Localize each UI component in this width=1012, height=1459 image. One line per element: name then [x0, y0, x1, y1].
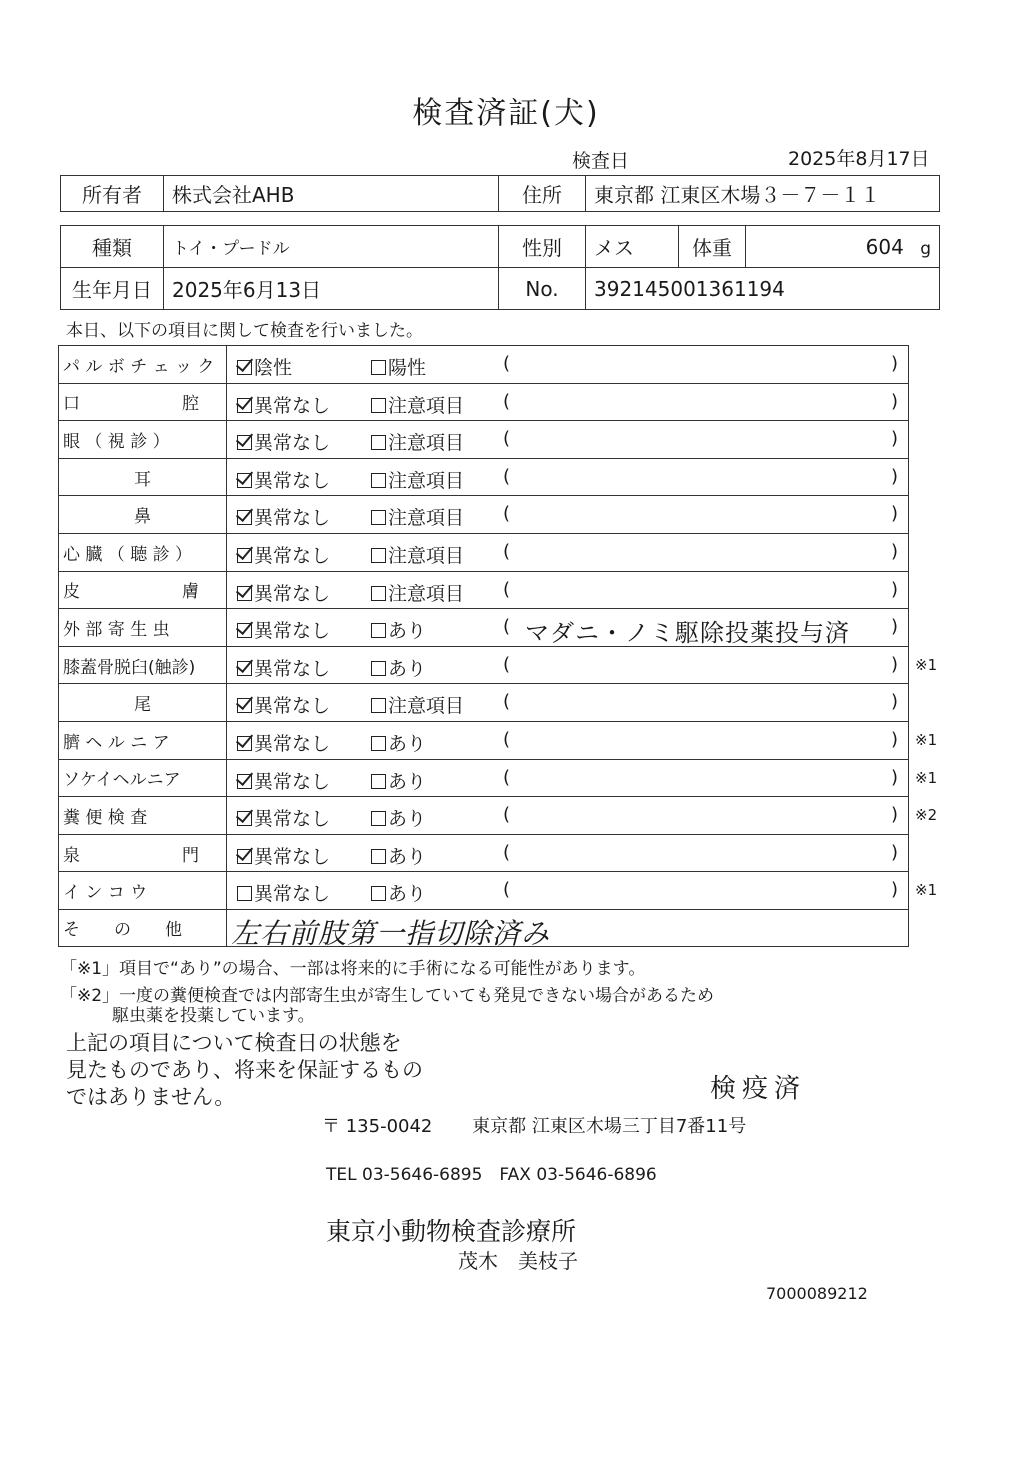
- option-abnormal[interactable]: [371, 767, 426, 794]
- footnote-mark: ※1: [915, 768, 938, 787]
- paren-open: (: [503, 616, 511, 638]
- option-abnormal-label: あり: [388, 883, 427, 906]
- item-label: 皮 膚: [59, 572, 227, 609]
- option-normal-label: 異常なし: [254, 770, 331, 793]
- checklist-row: [58, 646, 938, 684]
- option-abnormal[interactable]: [371, 691, 464, 718]
- footnote-mark: ※2: [915, 806, 938, 825]
- checkbox-icon[interactable]: [237, 811, 252, 826]
- option-normal-label: 異常なし: [254, 394, 331, 417]
- clinic-address: 東京都 江東区木場三丁目7番11号: [472, 1116, 747, 1137]
- address-label: 住所: [499, 176, 586, 212]
- paren-close: ): [891, 653, 899, 675]
- weight-value: 604: [865, 234, 904, 259]
- item-label: 尾: [59, 684, 227, 721]
- option-normal-label: 異常なし: [254, 883, 331, 906]
- checkbox-icon[interactable]: [237, 886, 252, 901]
- footnote-2-cont: 駆虫薬を投薬しています。: [112, 1006, 315, 1026]
- disclaimer-line-3: ではありません。: [66, 1085, 236, 1109]
- clinic-address-line: [322, 1112, 746, 1138]
- checkbox-icon[interactable]: [237, 698, 252, 713]
- paren-open: (: [503, 691, 511, 713]
- paren-close: ): [891, 804, 899, 826]
- option-abnormal[interactable]: [371, 804, 426, 831]
- checkbox-icon[interactable]: [237, 623, 252, 638]
- paren-close: ): [891, 578, 899, 600]
- option-normal-label: 異常なし: [254, 808, 331, 831]
- checkbox-icon[interactable]: [237, 548, 252, 563]
- paren-open: (: [503, 653, 511, 675]
- option-abnormal[interactable]: [371, 654, 426, 681]
- paren-open: (: [503, 540, 511, 562]
- option-normal-label: 異常なし: [254, 432, 331, 455]
- option-normal[interactable]: [237, 391, 330, 418]
- paren-open: (: [503, 390, 511, 412]
- item-label: 眼 （ 視 診 ）: [59, 421, 227, 458]
- option-abnormal[interactable]: [371, 541, 464, 568]
- handwritten-note: 左右前肢第一指切除済み: [231, 916, 551, 950]
- option-abnormal-label: 注意項目: [388, 544, 465, 567]
- checklist-row: [58, 458, 909, 496]
- no-label: No.: [499, 268, 586, 310]
- option-abnormal-label: 注意項目: [388, 469, 465, 492]
- sex-label: 性別: [499, 226, 586, 268]
- item-label: 外 部 寄 生 虫: [59, 609, 227, 646]
- footnote-1: 「※1」項目で“あり”の場合、一部は将来的に手術になる可能性があります。: [60, 959, 646, 979]
- exam-date: 2025年8月17日: [788, 148, 930, 170]
- item-label: 泉 門: [59, 835, 227, 872]
- checklist-row: [58, 834, 909, 872]
- owner-value: 株式会社AHB: [164, 176, 499, 212]
- item-label: イ ン コ ウ: [59, 872, 227, 909]
- checkbox-icon[interactable]: [371, 473, 386, 488]
- checkbox-icon[interactable]: [371, 886, 386, 901]
- checkbox-icon[interactable]: [371, 661, 386, 676]
- option-normal[interactable]: [237, 579, 330, 606]
- footnote-mark: ※1: [915, 655, 938, 674]
- checkbox-icon[interactable]: [371, 586, 386, 601]
- birth-value: 2025年6月13日: [164, 268, 499, 310]
- paren-open: (: [503, 353, 511, 374]
- option-abnormal-label: あり: [388, 732, 427, 755]
- paren-close: ): [891, 540, 899, 562]
- option-abnormal[interactable]: [371, 579, 464, 606]
- paren-open: (: [503, 804, 511, 826]
- option-abnormal-label: あり: [388, 845, 427, 868]
- weight-unit: g: [920, 238, 931, 259]
- option-normal[interactable]: [237, 616, 330, 643]
- disclaimer: [66, 1030, 423, 1111]
- checklist-row: [58, 495, 909, 533]
- item-label: ソケイヘルニア: [59, 760, 227, 797]
- checkbox-icon[interactable]: [237, 435, 252, 450]
- footnote-mark: ※1: [915, 881, 938, 900]
- option-normal[interactable]: [237, 353, 292, 380]
- paren-close: ): [891, 353, 899, 374]
- paren-open: (: [503, 841, 511, 863]
- paren-close: ): [891, 428, 899, 450]
- option-normal-label: 異常なし: [254, 695, 331, 718]
- option-normal-label: 異常なし: [254, 544, 331, 567]
- breed-value: トイ・プードル: [164, 226, 499, 268]
- checklist-row: [58, 571, 909, 609]
- option-abnormal[interactable]: [371, 391, 464, 418]
- paren-open: (: [503, 428, 511, 450]
- option-abnormal-label: 注意項目: [388, 582, 465, 605]
- address-value: 東京都 江東区木場３－７－１１: [586, 176, 940, 212]
- option-normal[interactable]: [237, 466, 330, 493]
- checkbox-icon[interactable]: [237, 473, 252, 488]
- sex-value: メス: [586, 226, 679, 268]
- checkbox-icon[interactable]: [371, 774, 386, 789]
- checkbox-icon[interactable]: [371, 849, 386, 864]
- option-normal-label: 異常なし: [254, 507, 331, 530]
- option-normal[interactable]: [237, 729, 330, 756]
- option-abnormal-label: 注意項目: [388, 432, 465, 455]
- checkbox-icon[interactable]: [371, 736, 386, 751]
- checklist-row: [58, 420, 909, 458]
- checkbox-icon[interactable]: [371, 548, 386, 563]
- checkbox-icon[interactable]: [237, 586, 252, 601]
- option-normal-label: 異常なし: [254, 469, 331, 492]
- option-abnormal[interactable]: [371, 353, 426, 380]
- option-abnormal-label: あり: [388, 657, 427, 680]
- paren-close: ): [891, 879, 899, 901]
- footnote-2: 「※2」一度の糞便検査では内部寄生虫が寄生していても発見できない場合があるため: [60, 986, 715, 1006]
- checklist-row-other: [58, 909, 909, 950]
- item-label: パ ル ボ チ ェ ッ ク: [59, 346, 227, 383]
- birth-label: 生年月日: [61, 268, 164, 310]
- paren-open: (: [503, 879, 511, 901]
- option-normal-label: 異常なし: [254, 620, 331, 643]
- no-value: 392145001361194: [586, 268, 940, 310]
- checklist-row: [58, 608, 909, 646]
- checklist-row: [58, 683, 909, 721]
- checkbox-icon[interactable]: [237, 774, 252, 789]
- checklist: [58, 345, 938, 950]
- paren-close: ): [891, 390, 899, 412]
- checklist-row: [58, 345, 909, 383]
- weight-label: 体重: [679, 226, 746, 268]
- document-title: 検査済証(犬): [412, 96, 600, 131]
- doctor-name: 茂木 美枝子: [458, 1249, 578, 1273]
- option-normal[interactable]: [237, 804, 330, 831]
- option-normal-label: 異常なし: [254, 582, 331, 605]
- exam-date-label: 検査日: [572, 150, 630, 172]
- checkbox-icon[interactable]: [371, 698, 386, 713]
- paren-open: (: [503, 503, 511, 525]
- clinic-name: 東京小動物検査診療所: [326, 1217, 577, 1246]
- checkbox-icon[interactable]: [371, 623, 386, 638]
- checklist-row: [58, 759, 938, 797]
- option-abnormal[interactable]: [371, 729, 426, 756]
- checkbox-icon[interactable]: [237, 510, 252, 525]
- paren-close: ): [891, 616, 899, 638]
- option-normal-label: 陰性: [254, 357, 293, 379]
- option-normal-label: 異常なし: [254, 732, 331, 755]
- option-normal[interactable]: [237, 654, 330, 681]
- paren-close: ): [891, 728, 899, 750]
- owner-label: 所有者: [61, 176, 164, 212]
- item-label: 膝蓋骨脱臼(触診): [59, 647, 227, 684]
- intro-text: 本日、以下の項目に関して検査を行いました。: [66, 321, 423, 341]
- checklist-row: [58, 796, 938, 834]
- option-abnormal[interactable]: [371, 842, 426, 869]
- item-label: 鼻: [59, 496, 227, 533]
- option-normal[interactable]: [237, 767, 330, 794]
- option-normal[interactable]: [237, 879, 330, 906]
- disclaimer-line-1: 上記の項目について検査日の状態を: [66, 1031, 402, 1055]
- option-abnormal-label: 陽性: [388, 357, 427, 379]
- option-abnormal[interactable]: [371, 503, 464, 530]
- checkbox-icon[interactable]: [371, 360, 386, 375]
- option-abnormal[interactable]: [371, 879, 426, 906]
- checkbox-icon[interactable]: [237, 849, 252, 864]
- postal-code: 〒 135-0042: [322, 1116, 433, 1137]
- option-normal[interactable]: [237, 503, 330, 530]
- option-abnormal-label: 注意項目: [388, 394, 465, 417]
- checkbox-icon[interactable]: [371, 510, 386, 525]
- owner-table: [60, 175, 940, 212]
- checklist-row: [58, 533, 909, 571]
- checkbox-icon[interactable]: [371, 398, 386, 413]
- item-label: そ の 他: [59, 910, 227, 946]
- option-abnormal-label: 注意項目: [388, 507, 465, 530]
- item-label: 臍 ヘ ル ニ ア: [59, 722, 227, 759]
- option-normal[interactable]: [237, 691, 330, 718]
- paren-open: (: [503, 766, 511, 788]
- checkbox-icon[interactable]: [237, 398, 252, 413]
- option-normal[interactable]: [237, 842, 330, 869]
- option-abnormal-label: あり: [388, 620, 427, 643]
- option-abnormal[interactable]: [371, 616, 426, 643]
- checkbox-icon[interactable]: [371, 435, 386, 450]
- footnote-mark: ※1: [915, 730, 938, 749]
- disclaimer-line-2: 見たものであり、将来を保証するもの: [66, 1058, 423, 1082]
- paren-open: (: [503, 578, 511, 600]
- option-abnormal-label: あり: [388, 808, 427, 831]
- option-normal[interactable]: [237, 541, 330, 568]
- checkbox-icon[interactable]: [237, 736, 252, 751]
- paren-close: ): [891, 766, 899, 788]
- serial-number: 7000089212: [766, 1284, 868, 1303]
- option-normal-label: 異常なし: [254, 845, 331, 868]
- row-note: マダニ・ノミ駆除投薬投与済: [525, 619, 850, 648]
- option-abnormal[interactable]: [371, 428, 464, 455]
- paren-close: ): [891, 691, 899, 713]
- quarantine-stamp: 検疫済: [710, 1074, 807, 1104]
- option-abnormal[interactable]: [371, 466, 464, 493]
- animal-table: [60, 225, 940, 310]
- option-abnormal-label: あり: [388, 770, 427, 793]
- item-label: 心 臓 （ 聴 診 ）: [59, 534, 227, 571]
- checkbox-icon[interactable]: [237, 360, 252, 375]
- paren-open: (: [503, 465, 511, 487]
- breed-label: 種類: [61, 226, 164, 268]
- checklist-row: [58, 383, 909, 421]
- weight-cell: [746, 226, 940, 268]
- checkbox-icon[interactable]: [237, 661, 252, 676]
- item-label: 耳: [59, 459, 227, 496]
- item-label: 口 腔: [59, 384, 227, 421]
- paren-close: ): [891, 841, 899, 863]
- option-abnormal-label: 注意項目: [388, 695, 465, 718]
- phone-fax: TEL 03-5646-6895 FAX 03-5646-6896: [326, 1165, 657, 1185]
- checkbox-icon[interactable]: [371, 811, 386, 826]
- checklist-row: [58, 871, 938, 909]
- option-normal-label: 異常なし: [254, 657, 331, 680]
- option-normal[interactable]: [237, 428, 330, 455]
- paren-close: ): [891, 503, 899, 525]
- item-label: 糞 便 検 査: [59, 797, 227, 834]
- paren-open: (: [503, 728, 511, 750]
- checklist-row: [58, 721, 938, 759]
- paren-close: ): [891, 465, 899, 487]
